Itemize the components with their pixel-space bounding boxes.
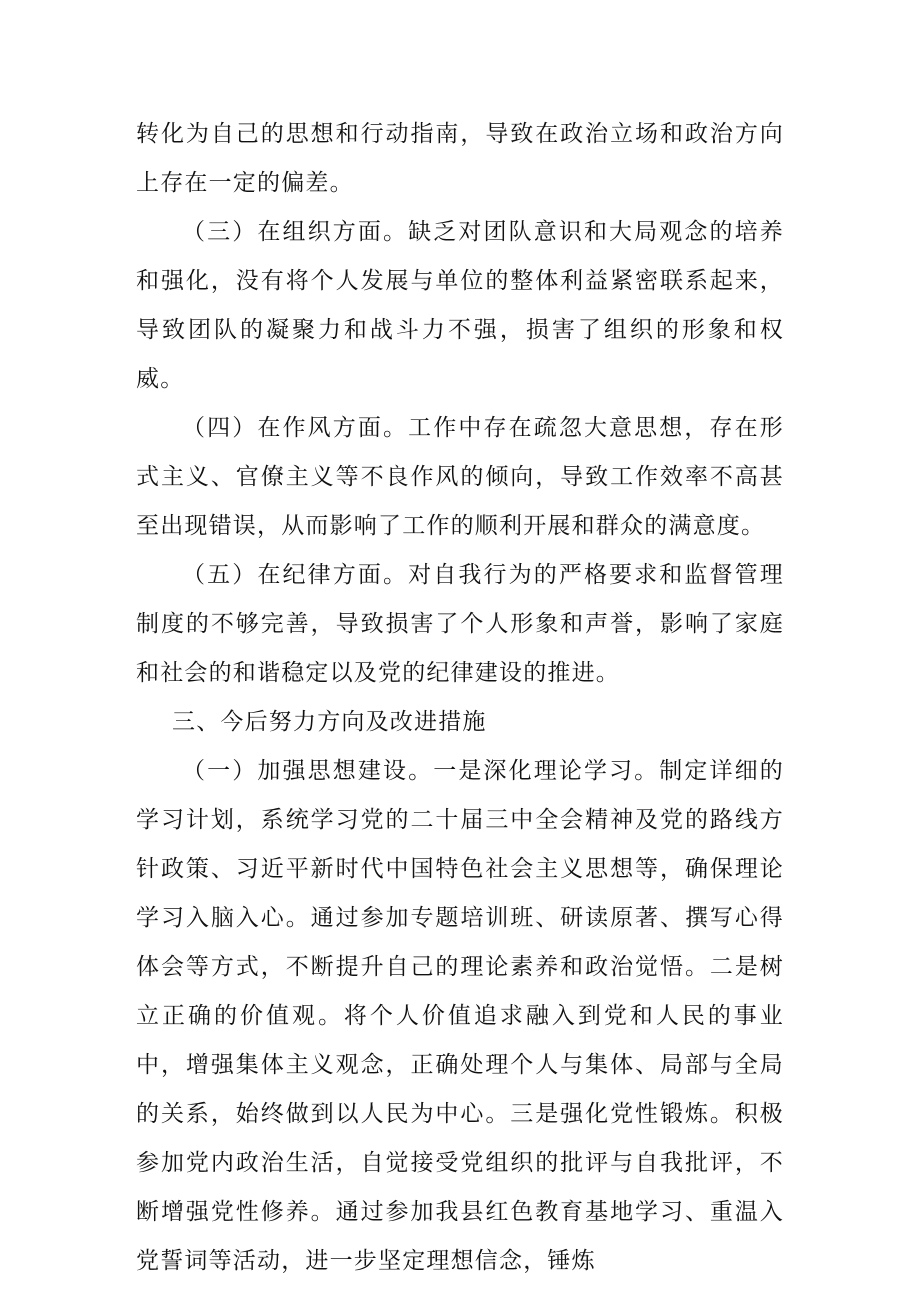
document-body <box>136 110 784 1286</box>
paragraph-discipline: （五）在纪律方面。对自我行为的严格要求和监督管理制度的不够完善，导致损害了个人形象和声誉，影响了家庭和社会的和谐稳定以及党的纪律建设的推进。 <box>136 562 784 686</box>
section-heading: 三、今后努力方向及改进措施 <box>172 709 487 735</box>
paragraph-continuation: 转化为自己的思想和行动指南，导致在政治立场和政治方向上存在一定的偏差。 <box>136 121 784 196</box>
paragraph-organization: （三）在组织方面。缺乏对团队意识和大局观念的培养和强化，没有将个人发展与单位的整体利益紧密联系起来，导致团队的凝聚力和战斗力不强，损害了组织的形象和权威。 <box>136 219 784 392</box>
paragraph-work-style: （四）在作风方面。工作中存在疏忽大意思想，存在形式主义、官僚主义等不良作风的倾向，导致工作效率不高甚至出现错误，从而影响了工作的顺利开展和群众的满意度。 <box>136 415 784 539</box>
paragraph-ideological-building: （一）加强思想建设。一是深化理论学习。制定详细的学习计划，系统学习党的二十届三中全会精神及党的路线方针政策、习近平新时代中国特色社会主义思想等，确保理论学习入脑入心。通过参加专题培训班、研读原著、撰写心得体会等方式，不断提升自己的理论素养和政治觉悟。二是树立正确的价值观。将个人价值追求融入到党和人民的事业中，增强集体主义观念，正确处理个人与集体、局部与全局的关系，始终做到以人民为中心。三是强化党性锻炼。积极参加党内政治生活，自觉接受党组织的批评与自我批评，不断增强党性修养。通过参加我县红色教育基地学习、重温入党誓词等活动，进一步坚定理想信念，锤炼 <box>136 758 784 1274</box>
